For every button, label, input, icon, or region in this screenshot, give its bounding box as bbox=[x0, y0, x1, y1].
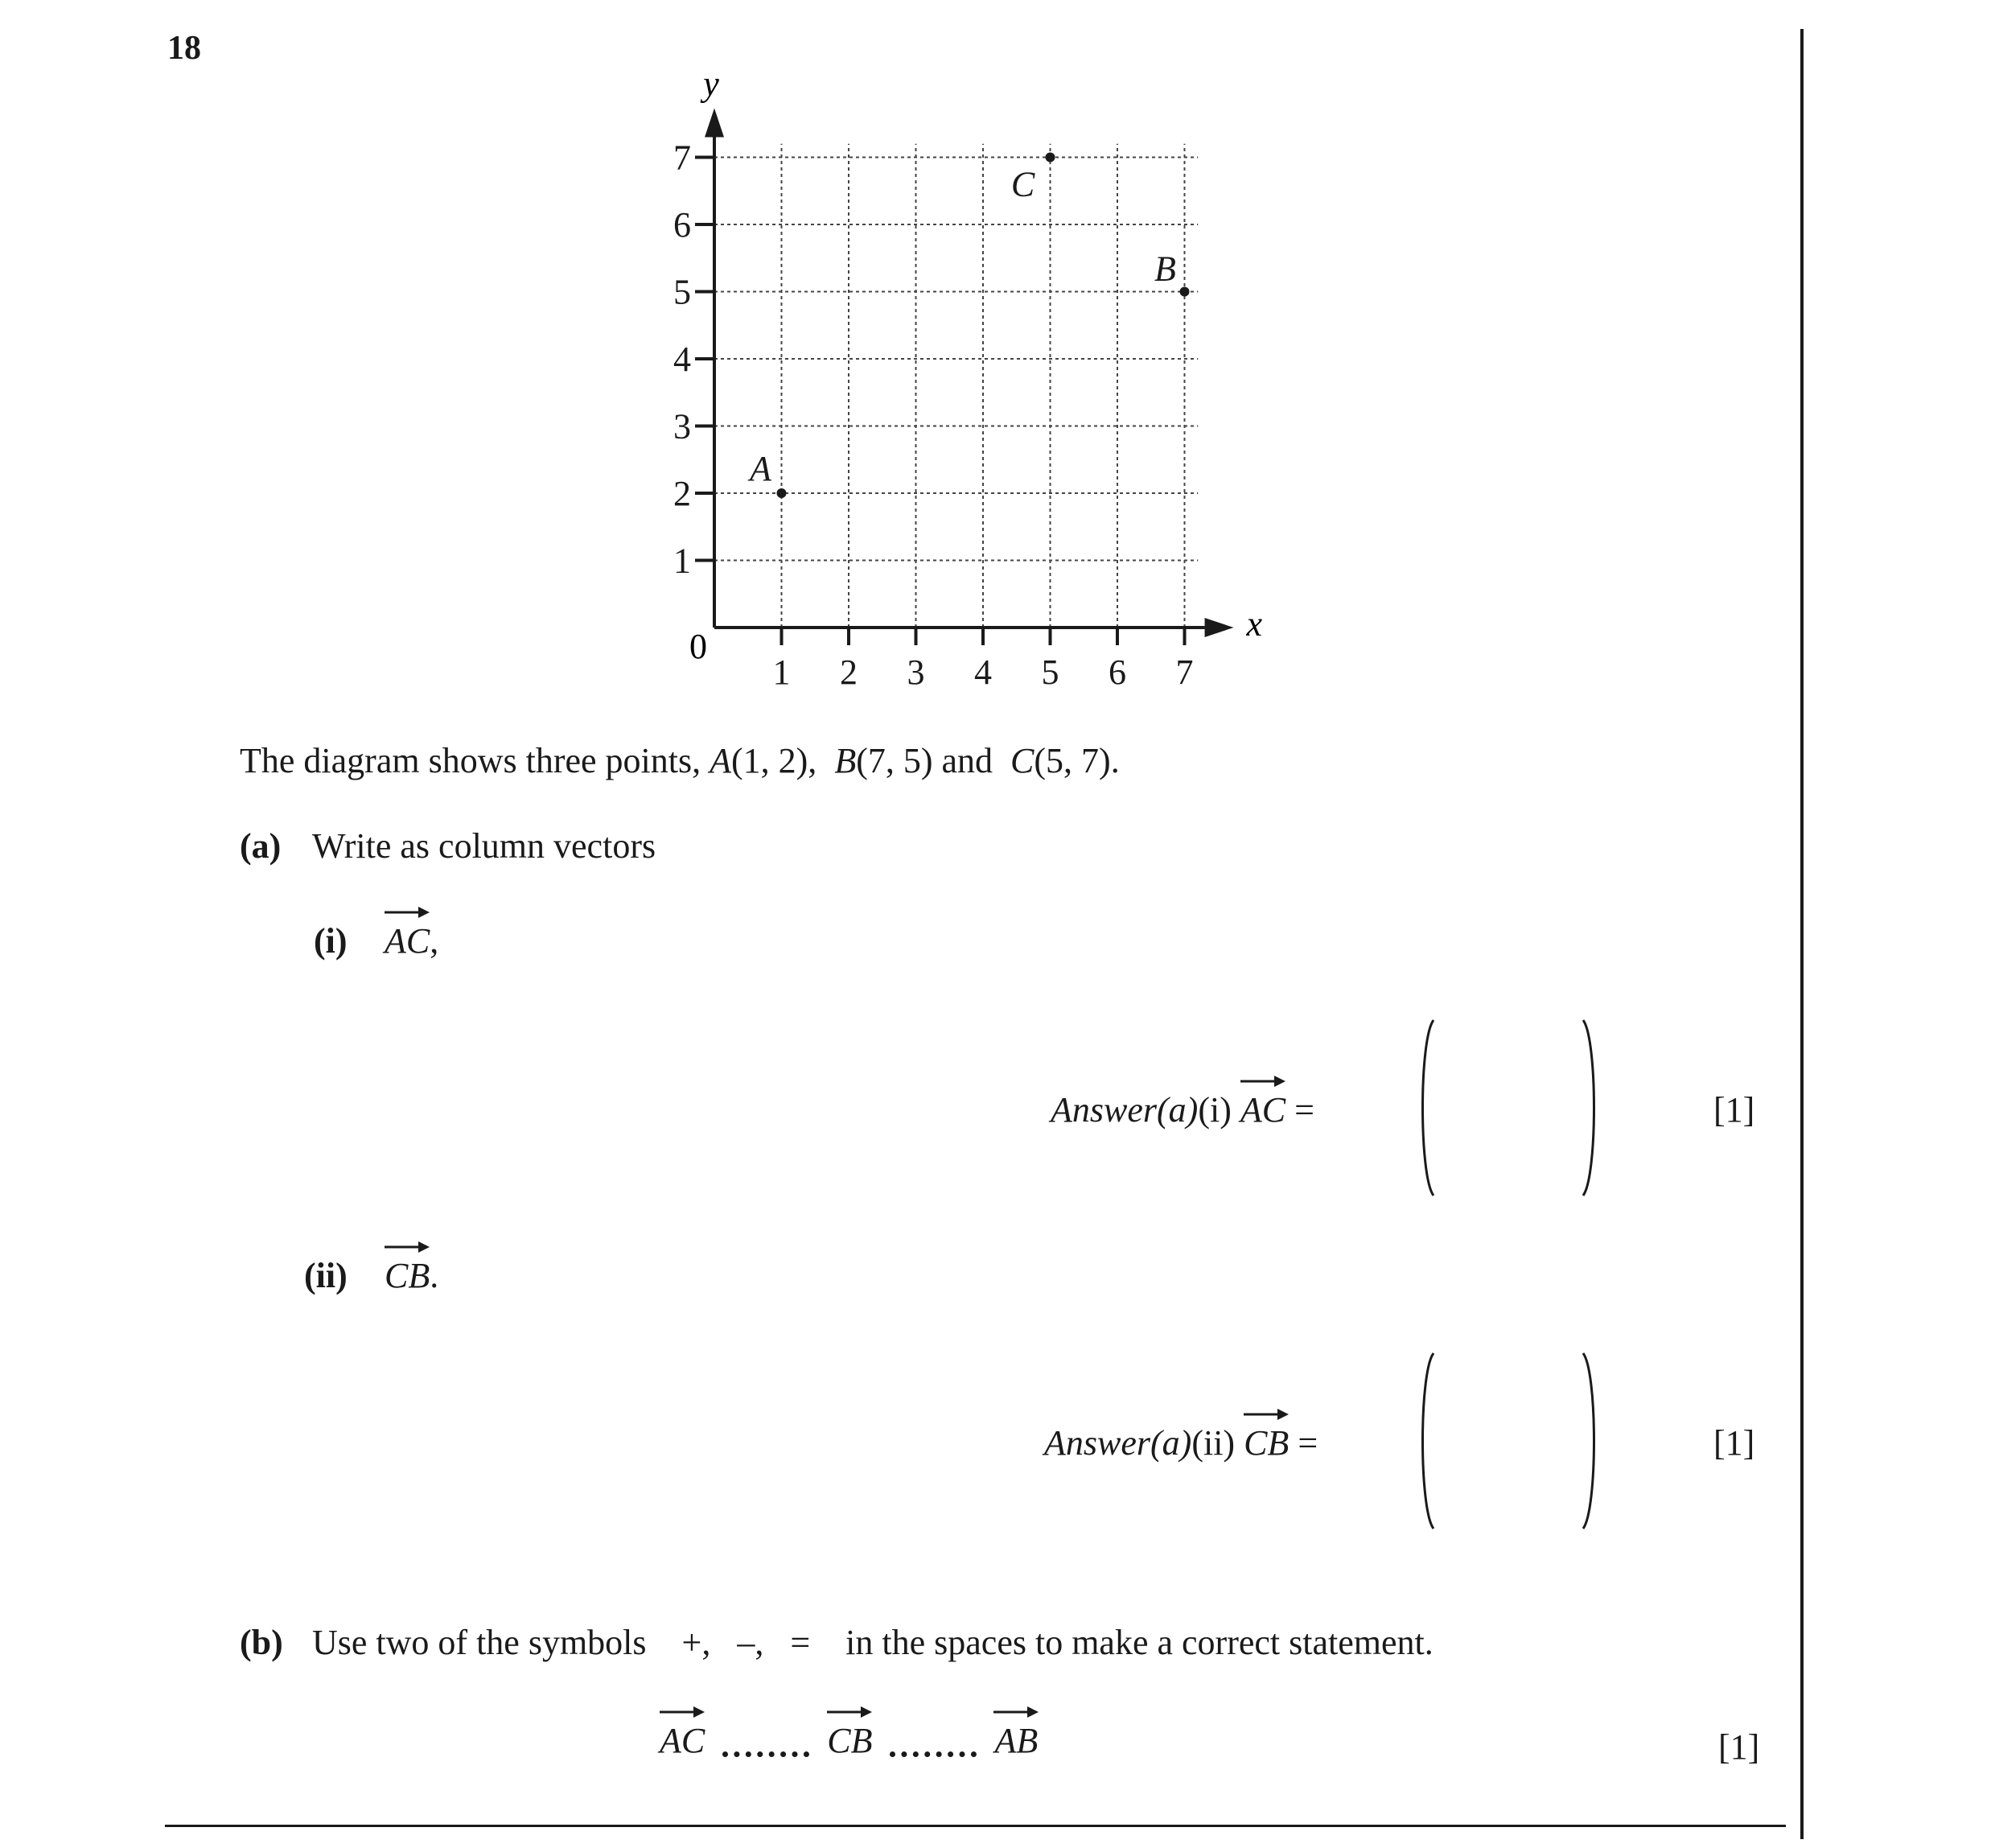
point-c-coords: (5, 7). bbox=[1034, 741, 1120, 780]
vector-cb-suffix: . bbox=[430, 1256, 439, 1295]
part-a-i-question bbox=[385, 921, 439, 961]
point-b-name: B bbox=[834, 741, 857, 780]
vector-ac: AC bbox=[385, 924, 430, 959]
answer-blank-1[interactable] bbox=[722, 1750, 809, 1757]
intro-text: The diagram shows three points, bbox=[240, 741, 710, 780]
coordinate-grid-diagram bbox=[627, 64, 1287, 708]
part-a-label: (a) bbox=[240, 826, 282, 866]
point-c-name: C bbox=[1010, 741, 1035, 780]
part-b-instruction-after: in the spaces to make a correct statement. bbox=[845, 1623, 1434, 1662]
part-b-instruction-before: Use two of the symbols bbox=[312, 1623, 647, 1662]
marks-a-i: [1] bbox=[1713, 1090, 1755, 1130]
point-a-label: A bbox=[750, 449, 771, 488]
answer-a-i-roman: (i) bbox=[1198, 1090, 1232, 1130]
y-tick-label: 2 bbox=[673, 474, 691, 513]
origin-label: 0 bbox=[689, 627, 707, 666]
y-axis-arrow bbox=[705, 108, 724, 137]
margin-rule bbox=[1800, 29, 1804, 1839]
part-b-instruction bbox=[312, 1625, 1434, 1661]
x-axis-arrow bbox=[1205, 618, 1234, 637]
part-a-i-label: (i) bbox=[314, 921, 348, 961]
y-tick-label: 6 bbox=[673, 205, 691, 245]
y-tick-label: 7 bbox=[673, 138, 691, 178]
vector-cb: CB bbox=[385, 1258, 430, 1294]
marks-b: [1] bbox=[1718, 1727, 1760, 1767]
part-a-instruction: Write as column vectors bbox=[312, 826, 656, 866]
answer-a-ii-roman: (ii) bbox=[1191, 1423, 1236, 1463]
point-c-label: C bbox=[1010, 164, 1035, 204]
point-a-coords: (1, 2), bbox=[731, 741, 817, 780]
x-tick-label: 6 bbox=[1109, 652, 1126, 692]
answer-a-ii bbox=[1044, 1423, 1318, 1463]
part-b-label: (b) bbox=[240, 1623, 283, 1662]
answer-a-ii-equals: = bbox=[1298, 1423, 1318, 1463]
point-a-dot bbox=[777, 488, 787, 498]
part-b-symbols: +, –, = bbox=[681, 1623, 811, 1662]
answer-a-i bbox=[1051, 1090, 1314, 1130]
x-axis-label: x bbox=[1246, 604, 1263, 644]
part-b-statement bbox=[660, 1723, 1038, 1759]
statement-vector-ac: AC bbox=[660, 1723, 705, 1759]
x-tick-label: 5 bbox=[1041, 652, 1059, 692]
point-b-label: B bbox=[1154, 249, 1176, 289]
x-tick-label: 4 bbox=[974, 652, 992, 692]
y-axis-label: y bbox=[703, 64, 719, 104]
answer-blank-2[interactable] bbox=[890, 1750, 977, 1757]
vector-ac-suffix: , bbox=[430, 921, 439, 961]
answer-vector-cb: CB bbox=[1244, 1426, 1289, 1461]
y-tick-label: 5 bbox=[673, 272, 691, 312]
intro-sentence bbox=[240, 743, 1120, 779]
answer-a-ii-column-vector-box[interactable] bbox=[1416, 1348, 1601, 1533]
answer-a-i-equals: = bbox=[1294, 1090, 1314, 1130]
answer-a-i-prefix: Answer(a) bbox=[1051, 1090, 1199, 1130]
part-a-ii-label: (ii) bbox=[304, 1256, 348, 1295]
grid-lines bbox=[714, 144, 1198, 628]
bottom-rule bbox=[165, 1825, 1786, 1827]
marks-a-ii: [1] bbox=[1713, 1423, 1755, 1463]
answer-a-i-column-vector-box[interactable] bbox=[1416, 1015, 1601, 1200]
x-tick-label: 7 bbox=[1175, 652, 1194, 692]
point-c-dot bbox=[1046, 153, 1055, 163]
points bbox=[747, 153, 1189, 499]
x-tick-label: 3 bbox=[907, 652, 925, 692]
point-b-dot bbox=[1180, 287, 1190, 297]
point-b-coords: (7, 5) and bbox=[856, 741, 993, 780]
statement-vector-ab: AB bbox=[994, 1723, 1038, 1759]
answer-a-ii-prefix: Answer(a) bbox=[1044, 1423, 1192, 1463]
axis-ticks bbox=[673, 138, 1194, 693]
axes bbox=[705, 108, 1234, 637]
part-a-ii-question bbox=[385, 1258, 438, 1294]
x-tick-label: 2 bbox=[840, 652, 858, 692]
y-tick-label: 1 bbox=[673, 541, 691, 581]
x-tick-label: 1 bbox=[772, 652, 791, 692]
page-number: 18 bbox=[167, 30, 201, 67]
y-tick-label: 3 bbox=[673, 406, 691, 447]
answer-vector-ac: AC bbox=[1240, 1093, 1285, 1128]
y-tick-label: 4 bbox=[673, 340, 691, 379]
point-a-name: A bbox=[710, 741, 731, 780]
statement-vector-cb: CB bbox=[827, 1723, 872, 1759]
